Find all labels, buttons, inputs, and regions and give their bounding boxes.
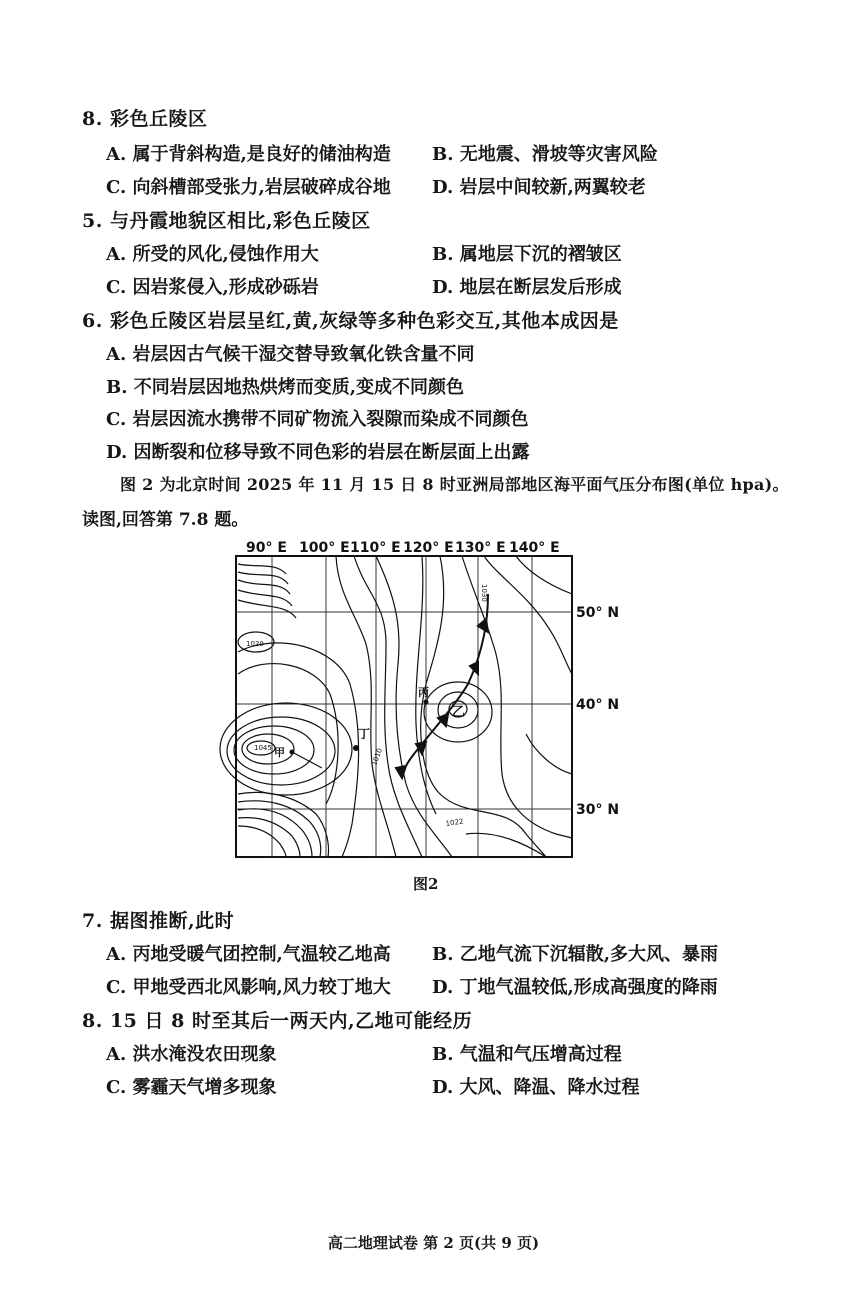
- place-label-yi: 乙: [452, 705, 466, 720]
- lon-label-100e: 100° E: [299, 540, 350, 556]
- isobar-label-1045: 1045: [254, 744, 272, 752]
- question-7-option-d: D. 丁地气温较低,形成高强度的降雨: [432, 977, 718, 998]
- lon-label-120e: 120° E: [403, 540, 454, 556]
- question-6-option-d: D. 因断裂和位移导致不同色彩的岩层在断层面上出露: [106, 442, 530, 463]
- question-6-option-c: C. 岩层因流水携带不同矿物流入裂隙而染成不同颜色: [106, 409, 529, 430]
- question-6-stem: 6. 彩色丘陵区岩层呈红,黄,灰绿等多种色彩交互,其他本成因是: [82, 310, 619, 332]
- place-label-bing: 丙: [418, 686, 429, 699]
- question-5-stem: 5. 与丹霞地貌区相比,彩色丘陵区: [82, 210, 371, 232]
- question-8-option-b: B. 气温和气压增高过程: [432, 1044, 622, 1065]
- question-5-option-a: A. 所受的风化,侵蚀作用大: [106, 244, 319, 265]
- isobars: [220, 556, 572, 857]
- place-label-ding: 丁: [358, 727, 371, 741]
- question-7-stem: 7. 据图推断,此时: [82, 910, 235, 932]
- question-8a-option-c: C. 向斜槽部受张力,岩层破碎成谷地: [106, 177, 391, 198]
- question-8-option-a: A. 洪水淹没农田现象: [106, 1044, 277, 1065]
- lon-label-140e: 140° E: [509, 540, 560, 556]
- page-footer: 高二地理试卷 第 2 页(共 9 页): [327, 1234, 540, 1252]
- figure-intro-line1: 图 2 为北京时间 2025 年 11 月 15 日 8 时亚洲局部地区海平面气压分布图(单位 hpa)。: [120, 475, 789, 494]
- question-8a-option-a: A. 属于背斜构造,是良好的储油构造: [106, 144, 391, 165]
- lon-label-110e: 110° E: [350, 540, 401, 556]
- figure-caption: 图2: [413, 875, 439, 893]
- isobar-label-1020: 1020: [246, 640, 264, 648]
- lat-label-50n: 50° N: [576, 605, 620, 621]
- lon-label-90e: 90° E: [246, 540, 287, 556]
- question-7-option-c: C. 甲地受西北风影响,风力较丁地大: [106, 977, 391, 998]
- place-label-jia: 甲: [274, 746, 285, 759]
- question-8-option-c: C. 雾霾天气增多现象: [106, 1077, 277, 1098]
- lat-label-40n: 40° N: [576, 697, 620, 713]
- figure-intro-line2: 读图,回答第 7.8 题。: [82, 510, 249, 530]
- point-bing: [424, 700, 429, 705]
- arrow-jia: [292, 752, 322, 768]
- question-8-option-d: D. 大风、降温、降水过程: [432, 1077, 640, 1098]
- isobar-label-1022: 1022: [445, 817, 464, 828]
- question-8a-option-d: D. 岩层中间较新,两翼较老: [432, 177, 646, 198]
- question-8a-stem: 8. 彩色丘陵区: [82, 108, 208, 130]
- question-8a-option-b: B. 无地震、滑坡等灾害风险: [432, 144, 658, 165]
- question-5-option-c: C. 因岩浆侵入,形成砂砾岩: [106, 277, 319, 298]
- lat-label-30n: 30° N: [576, 802, 620, 818]
- question-5-option-d: D. 地层在断层发后形成: [432, 277, 622, 298]
- question-7-option-b: B. 乙地气流下沉辐散,多大风、暴雨: [432, 944, 719, 965]
- isobar-label-1010: 1010: [370, 747, 384, 767]
- question-7-option-a: A. 丙地受暖气团控制,气温较乙地高: [106, 944, 391, 965]
- question-6-option-a: A. 岩层因古气候干湿交替导致氧化铁含量不同: [106, 344, 475, 365]
- question-6-option-b: B. 不同岩层因地热烘烤而变质,变成不同颜色: [106, 377, 465, 398]
- isobar-label-1030: 1030: [480, 584, 488, 602]
- question-8-stem: 8. 15 日 8 时至其后一两天内,乙地可能经历: [82, 1010, 473, 1032]
- point-ding: [353, 745, 359, 751]
- question-5-option-b: B. 属地层下沉的褶皱区: [432, 244, 622, 265]
- lon-label-130e: 130° E: [455, 540, 506, 556]
- pressure-map: [226, 534, 620, 864]
